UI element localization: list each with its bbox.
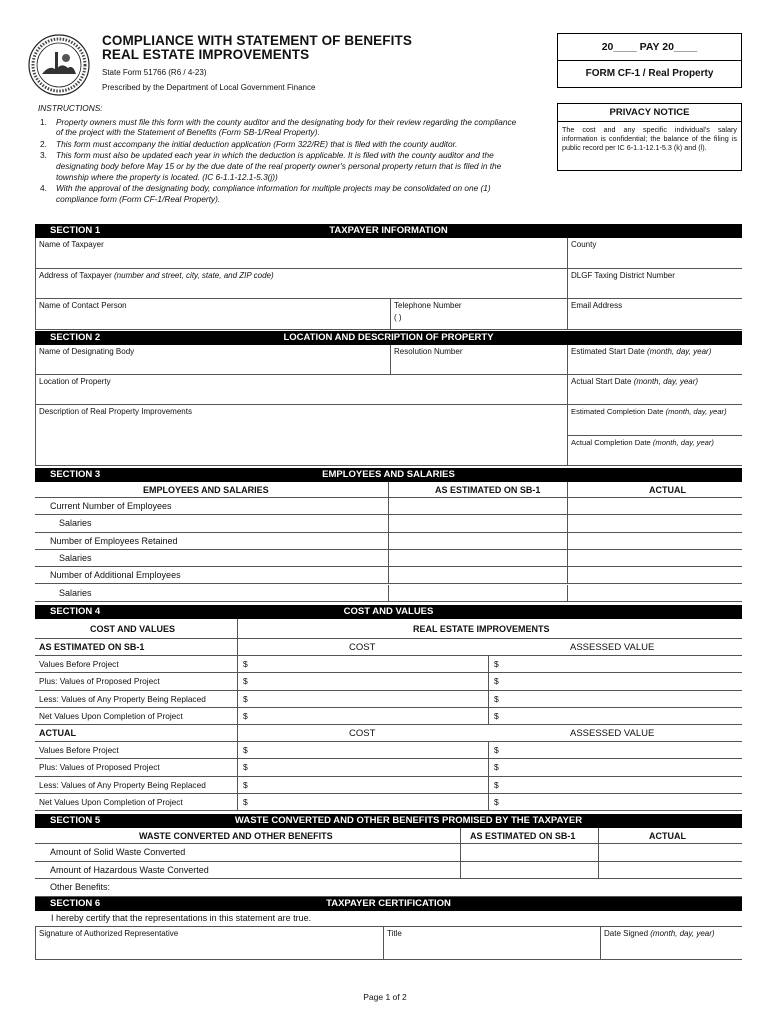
s3-col1-header: EMPLOYEES AND SALARIES [143, 485, 269, 495]
section-3-label: SECTION 3 [50, 469, 101, 480]
instruction-item [38, 117, 518, 138]
form-body [35, 224, 742, 960]
cost-dollar-sign: $ [243, 710, 248, 721]
estimated-assessed-input[interactable] [502, 673, 742, 689]
actual-start-label: Actual Start Date [571, 377, 632, 386]
actual-assessed-input[interactable] [502, 742, 742, 758]
section-1-title: TAXPAYER INFORMATION [329, 225, 448, 236]
s5-col2-header: AS ESTIMATED ON SB-1 [470, 831, 576, 841]
employees-estimated-input[interactable] [389, 533, 567, 549]
title-line-2: REAL ESTATE IMPROVEMENTS [102, 47, 310, 62]
title-label: Title [387, 929, 402, 938]
section-4-bar [35, 605, 742, 619]
instruction-item [38, 183, 518, 204]
employees-actual-input[interactable] [568, 498, 742, 514]
employees-estimated-input[interactable] [389, 498, 567, 514]
actual-cost-input[interactable] [251, 777, 487, 793]
section-3-title: EMPLOYEES AND SALARIES [322, 469, 455, 480]
section-5-header-row [35, 828, 742, 844]
actual-completion-label: Actual Completion Date [571, 438, 651, 447]
value-row-label: Net Values Upon Completion of Project [39, 796, 183, 807]
prescribed-by: Prescribed by the Department of Local Government Finance [102, 83, 316, 92]
section-3-header-row [35, 482, 742, 498]
certify-statement: I hereby certify that the representations in this statement are true. [51, 913, 312, 923]
cost-dollar-sign: $ [243, 745, 248, 755]
other-benefits-input[interactable] [115, 879, 742, 896]
instruction-number: 1. [40, 116, 47, 127]
property-location-field[interactable] [35, 375, 567, 405]
pay-year-field[interactable]: 20____ PAY 20____ [558, 34, 741, 61]
section-3-bar [35, 468, 742, 482]
actual-value-row [35, 777, 742, 794]
title-line-1: COMPLIANCE WITH STATEMENT OF BENEFITS [102, 33, 412, 48]
waste-row-label: Other Benefits: [50, 882, 111, 893]
est-completion-label: Estimated Completion Date [571, 407, 664, 416]
dlgf-district-field[interactable] [567, 269, 742, 299]
value-row-label: Net Values Upon Completion of Project [39, 710, 183, 721]
actual-value-row [35, 742, 742, 759]
form-title [102, 34, 412, 62]
resolution-label: Resolution Number [394, 347, 463, 356]
actual-subheader [35, 725, 742, 742]
actual-assessed-input[interactable] [502, 777, 742, 793]
section-1-label: SECTION 1 [50, 225, 101, 236]
location-label: Location of Property [39, 377, 111, 386]
date-signed-field[interactable] [600, 927, 742, 960]
s4-col1-header: COST AND VALUES [90, 624, 176, 634]
instruction-number: 4. [40, 183, 47, 194]
value-row-label: Plus: Values of Proposed Project [39, 676, 160, 687]
estimated-assessed-input[interactable] [502, 708, 742, 724]
assessed-dollar-sign: $ [494, 745, 499, 755]
taxpayer-name-label: Name of Taxpayer [39, 240, 104, 249]
actual-value-row [35, 794, 742, 811]
estimated-cost-input[interactable] [251, 656, 487, 672]
actual-start-hint: (month, day, year) [633, 377, 699, 386]
s5-col3-header: ACTUAL [649, 831, 686, 841]
taxpayer-address-field[interactable] [35, 269, 567, 299]
date-signed-hint: (month, day, year) [650, 929, 715, 938]
instruction-item [38, 150, 518, 182]
form-id: FORM CF-1 / Real Property [585, 68, 714, 79]
designating-body-label: Name of Designating Body [39, 347, 135, 356]
employees-row-label: Number of Additional Employees [50, 570, 181, 581]
estimated-cost-input[interactable] [251, 673, 487, 689]
s4-col2-header: REAL ESTATE IMPROVEMENTS [413, 624, 550, 634]
section-4-header-row [35, 619, 742, 639]
waste-estimated-input[interactable] [461, 862, 598, 879]
s3-col3-header: ACTUAL [649, 485, 686, 495]
assessed-dollar-sign: $ [494, 796, 499, 807]
county-field[interactable] [567, 238, 742, 269]
section-5-title: WASTE CONVERTED AND OTHER BENEFITS PROMISED BY THE TAXPAYER [234, 815, 583, 826]
est-start-hint: (month, day, year) [647, 347, 712, 356]
instruction-item [38, 139, 518, 150]
signature-label: Signature of Authorized Representative [39, 929, 179, 938]
estimated-assessed-input[interactable] [502, 656, 742, 672]
employees-actual-input[interactable] [568, 550, 742, 566]
actual-completion-field[interactable] [567, 436, 742, 466]
section-6-bar [35, 897, 742, 911]
actual-cost-input[interactable] [251, 794, 487, 810]
employees-row [35, 498, 742, 515]
email-label: Email Address [571, 301, 623, 310]
designating-body-field[interactable] [35, 345, 390, 375]
cost-dollar-sign: $ [243, 796, 248, 807]
assessed-dollar-sign: $ [494, 762, 499, 773]
description-label: Description of Real Property Improvements [39, 407, 192, 416]
employees-actual-input[interactable] [568, 567, 742, 583]
est-completion-hint: (month, day, year) [665, 407, 727, 416]
address-hint: (number and street, city, state, and ZIP code) [114, 271, 274, 280]
value-row-label: Values Before Project [39, 745, 119, 755]
estimated-assessed-input[interactable] [502, 691, 742, 707]
employees-estimated-input[interactable] [389, 567, 567, 583]
employees-estimated-input[interactable] [389, 550, 567, 566]
waste-row [35, 879, 742, 897]
cost-header: COST [349, 728, 376, 739]
section-2-bar [35, 331, 742, 345]
contact-person-field[interactable] [35, 299, 390, 330]
section-5-label: SECTION 5 [50, 815, 101, 826]
employees-estimated-input[interactable] [389, 585, 567, 601]
estimated-value-row [35, 673, 742, 690]
cost-dollar-sign: $ [243, 779, 248, 790]
employees-row [35, 567, 742, 584]
estimated-value-row [35, 691, 742, 708]
estimated-start-field[interactable] [567, 345, 742, 375]
telephone-field[interactable] [390, 299, 567, 330]
cost-dollar-sign: $ [243, 693, 248, 704]
employees-row-label: Number of Employees Retained [50, 535, 178, 546]
title-field[interactable] [383, 927, 600, 960]
contact-label: Name of Contact Person [39, 301, 127, 310]
value-row-label: Less: Values of Any Property Being Replaced [39, 779, 206, 790]
estimated-cost-input[interactable] [251, 691, 487, 707]
privacy-heading: PRIVACY NOTICE [558, 104, 741, 122]
privacy-text: The cost and any specific individual's salary information is confidential; the balance of the filing is public record per IC 6-1.1-12.1-5.3 (k) and (l). [562, 125, 737, 152]
section-1-bar [35, 224, 742, 238]
property-description-field[interactable] [35, 405, 567, 466]
certification-row [35, 911, 742, 927]
cost-dollar-sign: $ [243, 659, 248, 669]
email-field[interactable] [567, 299, 742, 330]
waste-row [35, 844, 742, 862]
assessed-value-header: ASSESSED VALUE [570, 642, 655, 653]
employees-estimated-input[interactable] [389, 515, 567, 531]
employees-actual-input[interactable] [568, 533, 742, 549]
actual-cost-input[interactable] [251, 742, 487, 758]
instruction-text: This form must accompany the initial deduction application (Form 322/RE) that is filed with the county auditor. [56, 138, 458, 149]
employees-row-label: Salaries [59, 552, 92, 563]
assessed-dollar-sign: $ [494, 710, 499, 721]
actual-value-row [35, 759, 742, 776]
section-6-title: TAXPAYER CERTIFICATION [326, 898, 451, 909]
waste-estimated-input[interactable] [461, 844, 598, 861]
employees-row-label: Salaries [59, 587, 92, 598]
phone-label: Telephone Number [394, 301, 462, 310]
actual-cost-input[interactable] [251, 759, 487, 775]
phone-area-code: ( ) [394, 313, 402, 322]
s3-col2-header: AS ESTIMATED ON SB-1 [435, 485, 541, 495]
actual-subheader-label: ACTUAL [39, 728, 76, 738]
waste-actual-input[interactable] [599, 862, 742, 879]
section-2-label: SECTION 2 [50, 332, 101, 343]
page-number: Page 1 of 2 [363, 992, 407, 1002]
estimated-cost-input[interactable] [251, 708, 487, 724]
employees-row [35, 585, 742, 602]
employees-row-label: Current Number of Employees [50, 501, 172, 511]
section-4-label: SECTION 4 [50, 606, 101, 617]
county-label: County [571, 240, 597, 249]
waste-row [35, 862, 742, 880]
employees-actual-input[interactable] [568, 585, 742, 601]
estimated-subheader [35, 639, 742, 656]
assessed-dollar-sign: $ [494, 676, 499, 687]
date-signed-label: Date Signed [604, 929, 649, 938]
estimated-value-row [35, 708, 742, 725]
estimated-value-row [35, 656, 742, 673]
pay-year-box [557, 33, 742, 88]
cost-dollar-sign: $ [243, 762, 248, 773]
value-row-label: Values Before Project [39, 659, 119, 669]
taxpayer-name-field[interactable] [35, 238, 567, 269]
employees-row [35, 550, 742, 567]
instruction-text: With the approval of the designating body, compliance information for multiple projects may be consolidated on one (1) compliance form (Form CF-1/Real Property). [56, 183, 491, 204]
address-label: Address of Taxpayer [39, 271, 112, 280]
assessed-dollar-sign: $ [494, 693, 499, 704]
state-seal-icon [28, 34, 90, 96]
instruction-number: 2. [40, 138, 47, 149]
estimated-subheader-label: AS ESTIMATED ON SB-1 [39, 642, 145, 652]
actual-completion-hint: (month, day, year) [652, 438, 714, 447]
est-start-label: Estimated Start Date [571, 347, 645, 356]
instructions-heading: INSTRUCTIONS: [38, 103, 103, 113]
signature-field[interactable] [35, 927, 383, 960]
s5-col1-header: WASTE CONVERTED AND OTHER BENEFITS [139, 831, 333, 841]
employees-actual-input[interactable] [568, 515, 742, 531]
instructions [38, 103, 518, 205]
waste-actual-input[interactable] [599, 844, 742, 861]
cost-dollar-sign: $ [243, 676, 248, 687]
resolution-number-field[interactable] [390, 345, 567, 375]
value-row-label: Less: Values of Any Property Being Replaced [39, 693, 206, 704]
waste-row-label: Amount of Solid Waste Converted [50, 847, 186, 857]
assessed-dollar-sign: $ [494, 779, 499, 790]
waste-row-label: Amount of Hazardous Waste Converted [50, 864, 209, 875]
dlgf-label: DLGF Taxing District Number [571, 271, 675, 280]
cost-header: COST [349, 642, 376, 653]
employees-row [35, 533, 742, 550]
actual-start-field[interactable] [567, 375, 742, 405]
instruction-text: This form must also be updated each year in which the deduction is applicable. It is filed with the county auditor and the designating body before May 15 or by the due date of the real property owner's personal property return that is filed in the township where the property is located. (IC 6-1.1-12.1-5.3(j)) [56, 150, 502, 182]
actual-assessed-input[interactable] [502, 759, 742, 775]
employees-row [35, 515, 742, 532]
instruction-text: Property owners must file this form with the county auditor and the designating body for their review regarding the compliance of the project with the Statement of Benefits (Form SB-1/Real Property). [56, 116, 517, 138]
section-2-title: LOCATION AND DESCRIPTION OF PROPERTY [283, 332, 494, 343]
value-row-label: Plus: Values of Proposed Project [39, 762, 160, 773]
section-4-title: COST AND VALUES [343, 606, 434, 617]
state-form-number: State Form 51766 (R6 / 4-23) [102, 68, 207, 77]
section-6-label: SECTION 6 [50, 898, 101, 909]
estimated-completion-field[interactable] [567, 405, 742, 436]
actual-assessed-input[interactable] [502, 794, 742, 810]
section-5-bar [35, 814, 742, 828]
employees-row-label: Salaries [59, 518, 92, 529]
privacy-notice [557, 103, 742, 171]
assessed-dollar-sign: $ [494, 659, 499, 669]
instruction-number: 3. [40, 150, 47, 161]
assessed-value-header: ASSESSED VALUE [570, 728, 655, 739]
